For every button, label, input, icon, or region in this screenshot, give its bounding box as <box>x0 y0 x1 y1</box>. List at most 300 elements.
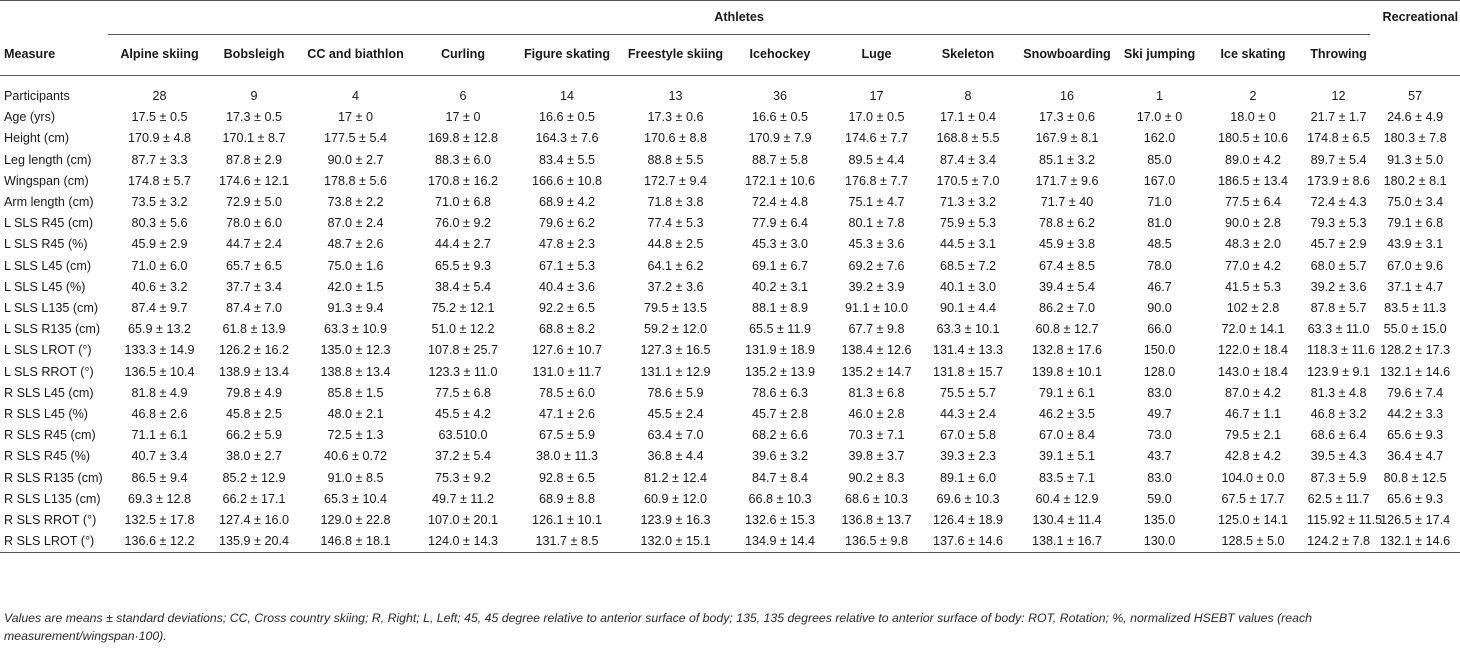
table-cell: 171.7 ± 9.6 <box>1035 173 1099 188</box>
table-row <box>0 234 1460 255</box>
column-header-measure: Measure <box>0 35 108 76</box>
table-cell: 77.5 ± 6.4 <box>1225 195 1281 210</box>
table-cell: 71.0 ± 6.8 <box>435 195 491 210</box>
table-cell: 48.3 ± 2.0 <box>1225 237 1281 252</box>
table-cell: 169.8 ± 12.8 <box>428 131 498 146</box>
table-cell: 164.3 ± 7.6 <box>535 131 599 146</box>
table-cell: 68.9 ± 4.2 <box>539 195 595 210</box>
table-cell: 131.8 ± 15.7 <box>933 364 1003 379</box>
table-cell: 68.9 ± 8.8 <box>539 491 595 506</box>
table-cell: 67.4 ± 8.5 <box>1039 258 1095 273</box>
table-cell: 89.5 ± 4.4 <box>848 152 905 167</box>
table-cell: 85.1 ± 3.2 <box>1039 152 1095 167</box>
table-cell: 90.0 ± 2.7 <box>327 152 384 167</box>
table-cell: 174.6 ± 7.7 <box>845 131 908 146</box>
table-cell: 107.0 ± 20.1 <box>428 513 498 528</box>
table-cell: 48.7 ± 2.6 <box>327 237 384 252</box>
table-cell: 17.5 ± 0.5 <box>131 110 188 125</box>
table-cell: 135.2 ± 14.7 <box>841 364 912 379</box>
table-cell: 47.8 ± 2.3 <box>539 237 595 252</box>
table-cell: 90.0 <box>1147 301 1172 316</box>
table-cell: 14 <box>559 89 574 103</box>
table-cell: 40.1 ± 3.0 <box>940 279 996 294</box>
table-cell: 49.7 ± 11.2 <box>432 491 494 506</box>
spacer-row <box>0 76 1460 87</box>
table-cell: 87.4 ± 3.4 <box>940 152 996 167</box>
table-cell: 131.7 ± 8.5 <box>512 531 622 553</box>
table-cell: 68.0 ± 5.7 <box>1310 258 1367 273</box>
table-cell: 45.5 ± 4.2 <box>435 407 491 422</box>
table-cell: 48.0 ± 2.1 <box>327 407 384 422</box>
table-cell: 75.9 ± 5.3 <box>940 216 996 231</box>
table-cell: 77.9 ± 6.4 <box>752 216 808 231</box>
row-label: L SLS RROT (°) <box>4 364 94 379</box>
table-cell: 2 <box>1249 89 1257 103</box>
table-cell: 136.8 ± 13.7 <box>841 513 912 528</box>
table-cell: 71.7 ± 40 <box>1040 195 1094 210</box>
table-cell: 135.0 <box>1143 513 1176 528</box>
table-cell: 18.0 ± 0 <box>1230 110 1276 125</box>
table-cell: 71.0 ± 6.0 <box>131 258 188 273</box>
row-label: Leg length (cm) <box>4 152 92 167</box>
table-cell: 38.0 ± 11.3 <box>536 449 598 464</box>
table-cell: 75.3 ± 9.2 <box>435 470 491 485</box>
table-cell: 128.5 ± 5.0 <box>1199 531 1307 553</box>
table-cell: 63.3 ± 10.1 <box>936 322 1000 337</box>
table-cell: 1 <box>1155 89 1163 103</box>
column-header: Snowboarding <box>1014 35 1120 76</box>
table-cell: 71.3 ± 3.2 <box>940 195 996 210</box>
table-cell: 90.2 ± 8.3 <box>848 470 905 485</box>
table-cell: 71.0 <box>1147 195 1172 210</box>
table-cell: 65.3 ± 10.4 <box>324 491 387 506</box>
table-cell: 125.0 ± 14.1 <box>1218 513 1288 528</box>
table-cell: 43.7 <box>1147 449 1172 464</box>
table-cell: 75.1 ± 4.7 <box>848 195 905 210</box>
table-cell: 91.3 ± 5.0 <box>1387 152 1444 167</box>
table-cell: 81.3 ± 4.8 <box>1310 385 1367 400</box>
table-cell: 174.8 ± 6.5 <box>1307 131 1371 146</box>
table-row <box>0 446 1460 467</box>
table-row <box>0 489 1460 510</box>
table-cell: 81.3 ± 6.8 <box>848 385 905 400</box>
table-row <box>0 425 1460 446</box>
table-cell: 12 <box>1331 89 1346 103</box>
table-cell: 87.8 ± 5.7 <box>1310 301 1367 316</box>
table-cell: 132.0 ± 15.1 <box>622 531 729 553</box>
table-cell: 87.4 ± 9.7 <box>131 301 188 316</box>
table-cell: 78.5 ± 6.0 <box>539 385 595 400</box>
table-cell: 137.6 ± 14.6 <box>922 531 1014 553</box>
table-cell: 130.4 ± 11.4 <box>1032 513 1102 528</box>
table-cell: 44.2 ± 3.3 <box>1387 407 1444 422</box>
table-cell: 138.8 ± 13.4 <box>320 364 391 379</box>
table-cell: 87.7 ± 3.3 <box>131 152 188 167</box>
table-cell: 67.0 ± 5.8 <box>940 428 996 443</box>
table-cell: 79.8 ± 4.9 <box>226 385 282 400</box>
table-row <box>0 192 1460 213</box>
table-cell: 70.3 ± 7.1 <box>848 428 905 443</box>
table-cell: 178.8 ± 5.6 <box>324 173 387 188</box>
table-cell: 162.0 <box>1143 131 1176 146</box>
table-cell: 78.6 ± 5.9 <box>647 385 704 400</box>
table-cell: 75.0 ± 1.6 <box>327 258 384 273</box>
table-cell: 40.6 ± 3.2 <box>131 279 188 294</box>
table-cell: 36 <box>772 89 787 103</box>
table-cell: 174.6 ± 12.1 <box>219 173 289 188</box>
table-cell: 66.0 <box>1147 322 1172 337</box>
row-label: L SLS LROT (°) <box>4 343 92 358</box>
table-cell: 44.5 ± 3.1 <box>940 237 996 252</box>
table-cell: 72.4 ± 4.3 <box>1310 195 1367 210</box>
table-body <box>0 76 1460 553</box>
table-cell: 172.1 ± 10.6 <box>745 173 815 188</box>
table-cell: 118.3 ± 11.6 <box>1307 343 1376 358</box>
table-cell: 135.9 ± 20.4 <box>211 531 297 553</box>
table-row <box>0 362 1460 383</box>
table-cell: 67.1 ± 5.3 <box>539 258 595 273</box>
table-cell: 72.4 ± 4.8 <box>752 195 808 210</box>
column-header: Curling <box>414 35 512 76</box>
table-cell: 40.7 ± 3.4 <box>131 449 188 464</box>
table-cell: 69.1 ± 6.7 <box>752 258 808 273</box>
table-cell: 51.0 ± 12.2 <box>431 322 495 337</box>
table-cell: 89.1 ± 6.0 <box>940 470 996 485</box>
table-cell: 39.2 ± 3.6 <box>1310 279 1367 294</box>
table-cell: 135.0 ± 12.3 <box>320 343 391 358</box>
table-cell: 85.8 ± 1.5 <box>327 385 384 400</box>
table-cell: 81.0 <box>1147 216 1172 231</box>
table-cell: 102 ± 2.8 <box>1226 301 1280 316</box>
table-cell: 170.9 ± 7.9 <box>748 131 812 146</box>
table-cell: 87.0 ± 2.4 <box>327 216 384 231</box>
table-cell: 79.1 ± 6.1 <box>1039 385 1095 400</box>
table-cell: 132.8 ± 17.6 <box>1032 343 1102 358</box>
table-cell: 91.1 ± 10.0 <box>845 301 908 316</box>
row-label: R SLS L45 (cm) <box>4 385 94 400</box>
table-cell: 90.1 ± 4.4 <box>940 301 996 316</box>
table-cell: 173.9 ± 8.6 <box>1307 173 1371 188</box>
table-cell: 132.1 ± 14.6 <box>1380 364 1451 379</box>
table-row <box>0 319 1460 340</box>
table-row <box>0 340 1460 361</box>
table-cell: 139.8 ± 10.1 <box>1032 364 1102 379</box>
table-cell: 40.6 ± 0.72 <box>324 449 387 464</box>
table-cell: 66.2 ± 5.9 <box>226 428 282 443</box>
table-cell: 90.0 ± 2.8 <box>1225 216 1281 231</box>
table-cell: 186.5 ± 13.4 <box>1218 173 1288 188</box>
table-cell: 44.8 ± 2.5 <box>647 237 704 252</box>
table-cell: 83.5 ± 11.3 <box>1384 301 1447 316</box>
table-cell: 85.2 ± 12.9 <box>222 470 286 485</box>
table-cell: 17 <box>869 89 884 103</box>
row-label: Arm length (cm) <box>4 195 94 210</box>
table-cell: 73.0 <box>1147 428 1172 443</box>
table-row <box>0 150 1460 171</box>
table-cell: 45.7 ± 2.8 <box>752 407 808 422</box>
table-cell: 138.9 ± 13.4 <box>219 364 289 379</box>
table-cell: 176.8 ± 7.7 <box>845 173 908 188</box>
table-cell: 16.6 ± 0.5 <box>752 110 808 125</box>
column-header: Skeleton <box>922 35 1014 76</box>
table-cell: 68.2 ± 6.6 <box>752 428 808 443</box>
table-row <box>0 298 1460 319</box>
table-cell: 89.7 ± 5.4 <box>1310 152 1367 167</box>
table-cell: 45.9 ± 2.9 <box>131 237 188 252</box>
table-row <box>0 510 1460 531</box>
table-cell: 72.5 ± 1.3 <box>327 428 384 443</box>
table-cell: 8 <box>964 89 972 103</box>
table-cell: 45.3 ± 3.0 <box>752 237 808 252</box>
table-cell: 64.1 ± 6.2 <box>647 258 704 273</box>
table-cell: 78.8 ± 6.2 <box>1039 216 1095 231</box>
table-cell: 131.0 ± 11.7 <box>532 364 602 379</box>
table-cell: 128.2 ± 17.3 <box>1380 343 1451 358</box>
table-cell: 92.8 ± 6.5 <box>539 470 595 485</box>
table-cell: 170.1 ± 8.7 <box>222 131 286 146</box>
table-cell: 136.5 ± 10.4 <box>124 364 195 379</box>
table-cell: 170.6 ± 8.8 <box>644 131 707 146</box>
table-cell: 91.3 ± 9.4 <box>327 301 384 316</box>
table-cell: 131.9 ± 18.9 <box>745 343 815 358</box>
table-cell: 67.5 ± 5.9 <box>539 428 595 443</box>
table-cell: 75.0 ± 3.4 <box>1387 195 1444 210</box>
row-label: L SLS L45 (%) <box>4 279 86 294</box>
table-cell: 79.1 ± 6.8 <box>1387 216 1444 231</box>
table-cell: 66.8 ± 10.3 <box>748 491 812 506</box>
column-header: Bobsleigh <box>211 35 297 76</box>
table-cell: 87.8 ± 2.9 <box>226 152 282 167</box>
table-cell: 67.5 ± 17.7 <box>1221 491 1285 506</box>
table-cell: 136.6 ± 12.2 <box>108 531 211 553</box>
table-cell: 59.0 <box>1147 491 1172 506</box>
row-label: R SLS RROT (°) <box>4 513 97 528</box>
table-cell: 63.510.0 <box>438 428 488 443</box>
table-cell: 42.8 ± 4.2 <box>1225 449 1281 464</box>
table-row <box>0 256 1460 277</box>
table-cell: 36.8 ± 4.4 <box>647 449 704 464</box>
table-cell: 134.9 ± 14.4 <box>729 531 831 553</box>
table-cell: 37.2 ± 3.6 <box>647 279 704 294</box>
table-cell: 62.5 ± 11.7 <box>1307 491 1370 506</box>
row-label: R SLS L45 (%) <box>4 407 88 422</box>
table-cell: 65.6 ± 9.3 <box>1387 428 1444 443</box>
table-row <box>0 277 1460 298</box>
table-cell: 104.0 ± 0.0 <box>1221 470 1285 485</box>
table-cell: 86.5 ± 9.4 <box>131 470 188 485</box>
table-cell: 79.5 ± 2.1 <box>1225 428 1281 443</box>
row-label: R SLS L135 (cm) <box>4 491 101 506</box>
column-header: Ski jumping <box>1120 35 1199 76</box>
table-cell: 132.6 ± 15.3 <box>745 513 815 528</box>
table-cell: 88.7 ± 5.8 <box>752 152 808 167</box>
table-footnote: Values are means ± standard deviations; CC, Cross country skiing; R, Right; L, Left; 45, 45 degree relative to anterior surface of body; 135, 135 degrees relative to anterior surface of body: ROT, Rotation; %, normalized HSEBT values (reach measurement/wingspan·100). <box>4 611 1312 643</box>
table-cell: 65.6 ± 9.3 <box>1387 491 1444 506</box>
table-cell: 83.5 ± 7.1 <box>1039 470 1095 485</box>
table-cell: 133.3 ± 14.9 <box>124 343 195 358</box>
table-cell: 75.5 ± 5.7 <box>940 385 996 400</box>
table-cell: 17.3 ± 0.6 <box>1039 110 1095 125</box>
table-cell: 45.3 ± 3.6 <box>848 237 905 252</box>
table-cell: 48.5 <box>1147 237 1172 252</box>
table-cell: 87.0 ± 4.2 <box>1225 385 1281 400</box>
table-cell: 126.1 ± 10.1 <box>532 513 602 528</box>
row-label: R SLS R45 (%) <box>4 449 91 464</box>
table-cell: 122.0 ± 18.4 <box>1218 343 1288 358</box>
table-cell: 80.3 ± 5.6 <box>131 216 188 231</box>
table-cell: 79.3 ± 5.3 <box>1310 216 1367 231</box>
table-cell: 67.0 ± 9.6 <box>1387 258 1444 273</box>
row-label: Age (yrs) <box>4 110 56 125</box>
column-header: Luge <box>831 35 922 76</box>
table-cell: 17.1 ± 0.4 <box>940 110 996 125</box>
table-cell: 17.3 ± 0.5 <box>226 110 282 125</box>
row-label: R SLS R45 (cm) <box>4 428 96 443</box>
table-cell: 42.0 ± 1.5 <box>327 279 384 294</box>
table-cell: 66.2 ± 17.1 <box>222 491 286 506</box>
table-cell: 79.6 ± 7.4 <box>1387 385 1444 400</box>
table-cell: 132.5 ± 17.8 <box>124 513 195 528</box>
table-cell: 88.1 ± 8.9 <box>752 301 808 316</box>
table-cell: 79.5 ± 13.5 <box>644 301 707 316</box>
column-header: CC and biathlon <box>297 35 414 76</box>
table-cell: 71.8 ± 3.8 <box>647 195 704 210</box>
table-cell: 71.1 ± 6.1 <box>131 428 188 443</box>
table-row <box>0 213 1460 234</box>
table-cell: 69.2 ± 7.6 <box>848 258 905 273</box>
table-cell: 136.5 ± 9.8 <box>831 531 922 553</box>
table-cell: 77.5 ± 6.8 <box>435 385 491 400</box>
table-cell: 16 <box>1059 89 1074 103</box>
table-cell: 46.2 ± 3.5 <box>1039 407 1095 422</box>
table-cell: 65.5 ± 9.3 <box>435 258 491 273</box>
table-cell: 172.7 ± 9.4 <box>644 173 707 188</box>
table-cell: 39.4 ± 5.4 <box>1039 279 1095 294</box>
table-cell: 41.5 ± 5.3 <box>1225 279 1281 294</box>
table-cell: 40.4 ± 3.6 <box>539 279 595 294</box>
table-row <box>0 404 1460 425</box>
table-cell: 72.9 ± 5.0 <box>226 195 282 210</box>
table-cell: 39.2 ± 3.9 <box>848 279 905 294</box>
row-label: R SLS LROT (°) <box>0 531 108 553</box>
row-label: Wingspan (cm) <box>4 173 89 188</box>
table-cell: 39.1 ± 5.1 <box>1039 449 1095 464</box>
table-cell: 87.3 ± 5.9 <box>1310 470 1367 485</box>
table-row <box>0 383 1460 404</box>
table-cell: 150.0 <box>1143 343 1176 358</box>
table-row <box>0 128 1460 149</box>
table-cell: 39.5 ± 4.3 <box>1310 449 1367 464</box>
table-cell: 59.2 ± 12.0 <box>644 322 707 337</box>
table-cell: 69.6 ± 10.3 <box>936 491 1000 506</box>
table-cell: 45.5 ± 2.4 <box>647 407 704 422</box>
table-row <box>0 86 1460 107</box>
table-cell: 124.0 ± 14.3 <box>414 531 512 553</box>
table-cell: 37.1 ± 4.7 <box>1387 279 1444 294</box>
table-cell: 174.8 ± 5.7 <box>128 173 191 188</box>
table-cell: 65.9 ± 13.2 <box>128 322 191 337</box>
row-label: Participants <box>4 89 70 103</box>
column-header: Ice skating <box>1199 35 1307 76</box>
table-cell: 79.6 ± 6.2 <box>539 216 595 231</box>
group-header-recreational: Recreational <box>1370 1 1460 35</box>
row-label: R SLS R135 (cm) <box>4 470 103 485</box>
row-label: L SLS L135 (cm) <box>4 301 99 316</box>
row-label: L SLS R45 (cm) <box>4 216 94 231</box>
table-cell: 38.0 ± 2.7 <box>226 449 282 464</box>
table-cell: 166.6 ± 10.8 <box>532 173 602 188</box>
column-header: Alpine skiing <box>108 35 211 76</box>
table-cell: 89.0 ± 4.2 <box>1225 152 1281 167</box>
table-row <box>0 107 1460 128</box>
table-cell: 68.5 ± 7.2 <box>940 258 996 273</box>
table-cell: 47.1 ± 2.6 <box>539 407 595 422</box>
table-cell: 83.4 ± 5.5 <box>539 152 595 167</box>
table-cell: 78.6 ± 6.3 <box>752 385 808 400</box>
table-cell: 86.2 ± 7.0 <box>1039 301 1095 316</box>
table-cell: 77.4 ± 5.3 <box>647 216 704 231</box>
table-cell: 67.7 ± 9.8 <box>848 322 905 337</box>
column-header: Throwing <box>1307 35 1370 76</box>
table-cell: 55.0 ± 15.0 <box>1383 322 1447 337</box>
table-row <box>0 468 1460 489</box>
table-cell: 128.0 <box>1143 364 1176 379</box>
row-label: L SLS R135 (cm) <box>4 322 101 337</box>
column-header <box>1370 35 1460 76</box>
table-cell: 16.6 ± 0.5 <box>539 110 595 125</box>
table-cell: 92.2 ± 6.5 <box>539 301 595 316</box>
row-label: L SLS R45 (%) <box>4 237 88 252</box>
table-cell: 132.1 ± 14.6 <box>1370 531 1460 553</box>
table-cell: 138.1 ± 16.7 <box>1014 531 1120 553</box>
table-cell: 180.3 ± 7.8 <box>1383 131 1447 146</box>
table-cell: 167.9 ± 8.1 <box>1035 131 1099 146</box>
column-header: Freestyle skiing <box>622 35 729 76</box>
table-cell: 46.0 ± 2.8 <box>848 407 905 422</box>
table-cell: 167.0 <box>1143 173 1176 188</box>
column-header: Figure skating <box>512 35 622 76</box>
table-cell: 127.3 ± 16.5 <box>640 343 711 358</box>
table-cell: 127.4 ± 16.0 <box>219 513 289 528</box>
table-cell: 44.4 ± 2.7 <box>435 237 491 252</box>
table-cell: 37.7 ± 3.4 <box>226 279 282 294</box>
table-cell: 17.0 ± 0.5 <box>848 110 905 125</box>
table-cell: 87.4 ± 7.0 <box>226 301 282 316</box>
table-cell: 43.9 ± 3.1 <box>1387 237 1444 252</box>
column-header: Icehockey <box>729 35 831 76</box>
table-cell: 68.8 ± 8.2 <box>539 322 595 337</box>
row-label: L SLS L45 (cm) <box>4 258 92 273</box>
table-cell: 37.2 ± 5.4 <box>435 449 491 464</box>
table-cell: 85.0 <box>1147 152 1172 167</box>
table-cell: 146.8 ± 18.1 <box>297 531 414 553</box>
table-row <box>0 171 1460 192</box>
table-cell: 107.8 ± 25.7 <box>428 343 498 358</box>
table-cell: 88.3 ± 6.0 <box>435 152 491 167</box>
table-cell: 68.6 ± 10.3 <box>845 491 908 506</box>
table-cell: 61.8 ± 13.9 <box>222 322 286 337</box>
table-cell: 180.5 ± 10.6 <box>1218 131 1288 146</box>
table-cell: 46.8 ± 2.6 <box>131 407 188 422</box>
table-cell: 38.4 ± 5.4 <box>435 279 491 294</box>
table-cell: 45.7 ± 2.9 <box>1310 237 1367 252</box>
table-cell: 124.2 ± 7.8 <box>1307 531 1370 553</box>
table-cell: 65.5 ± 11.9 <box>749 322 811 337</box>
table-cell: 80.1 ± 7.8 <box>848 216 905 231</box>
table-cell: 81.2 ± 12.4 <box>644 470 707 485</box>
table-cell: 88.8 ± 5.5 <box>647 152 704 167</box>
table-cell: 63.4 ± 7.0 <box>647 428 704 443</box>
